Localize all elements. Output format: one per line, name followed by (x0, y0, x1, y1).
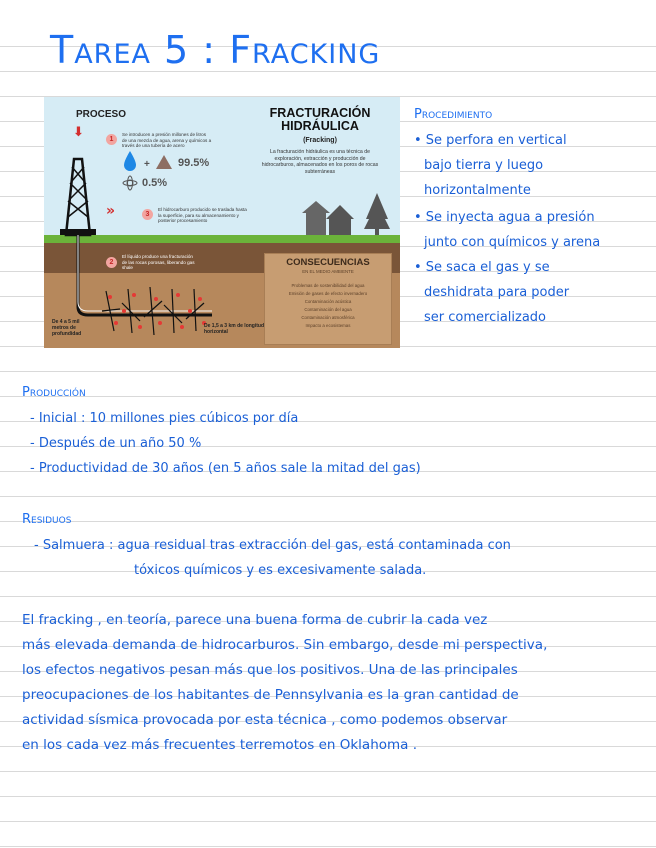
house-icon (302, 201, 354, 235)
conclusion-line: El fracking , en teoría, parece una buena forma de cubrir la cada vez (22, 612, 488, 628)
consequence-item: Impacto a ecosistemas (305, 323, 351, 328)
residuos-heading: Residuos (22, 512, 72, 527)
well-pipe-icon (78, 235, 212, 315)
drilling-rig-icon (60, 159, 96, 235)
procedimiento-line: bajo tierra y luego (424, 158, 544, 173)
procedimiento-line: horizontalmente (424, 183, 531, 198)
conclusion-line: los efectos negativos pesan más que los positivos. Una de las principales (22, 662, 518, 678)
down-arrow-icon: ⬇ (73, 125, 84, 140)
water-percentage: 99.5% (178, 157, 210, 169)
page-title: Tarea 5 : Fracking (50, 28, 381, 72)
double-chevron-icon: » (106, 203, 116, 219)
procedimiento-heading: Procedimiento (414, 107, 493, 122)
step-3-text: El hidrocarburo producido se traslada hasta la superficie, para su almacenamiento y posterior procesamiento (158, 207, 247, 223)
step-3-badge: 3 (142, 209, 153, 220)
consequence-item: Contaminación del agua (304, 307, 352, 312)
chemical-percentage: 0.5% (142, 177, 168, 189)
infographic-description: La fracturación hidráulica es una técnica de exploración, extracción y producción de hidrocarburos, almacenados en los poros de rocas subterráneas (261, 149, 379, 175)
produccion-item: - Después de un año 50 % (30, 436, 202, 451)
residuos-line: tóxicos químicos y es excesivamente salada. (134, 563, 427, 578)
consequence-item: Contaminación atmosférica (301, 315, 355, 320)
procedimiento-line: • Se saca el gas y se (414, 260, 550, 275)
procedimiento-line: • Se inyecta agua a presión (414, 210, 595, 225)
infographic-subtitle: (Fracking) (303, 137, 337, 144)
tree-icon (364, 193, 390, 235)
procedimiento-line: junto con químicos y arena (424, 235, 601, 250)
residuos-line: - Salmuera : agua residual tras extracción del gas, está contaminada con (34, 538, 511, 553)
procedimiento-line: deshidrata para poder (424, 285, 570, 300)
produccion-heading: Producción (22, 385, 86, 400)
infographic-title-line2: HIDRÁULICA (281, 119, 359, 133)
fracking-infographic (44, 97, 400, 348)
svg-text:+: + (144, 159, 150, 170)
step-2-text: El líquido produce una fracturación de las rocas porosas, liberando gas shale (122, 254, 195, 270)
conclusion-line: actividad sísmica provocada por esta técnica , como podemos observar (22, 712, 508, 728)
consequences-title: CONSECUENCIAS (286, 257, 370, 268)
depth-label: De 4 a 5 mil metros de profundidad (52, 319, 82, 337)
conclusion-line: en los cada vez más frecuentes terremotos en Oklahoma . (22, 737, 418, 753)
produccion-item: - Productividad de 30 años (en 5 años sale la mitad del gas) (30, 461, 421, 476)
procedimiento-line: ser comercializado (424, 310, 547, 325)
sand-icon (156, 155, 172, 169)
procedimiento-line: • Se perfora en vertical (414, 133, 567, 148)
chemical-icon (123, 176, 137, 190)
step-1-badge: 1 (106, 134, 117, 145)
proceso-label: PROCESO (76, 109, 127, 120)
conclusion-line: preocupaciones de los habitantes de Pennsylvania es la gran cantidad de (22, 687, 519, 703)
step-1-text: Se introducen a presión millones de litros de una mezcla de agua, arena y químicos a través de una tubería de acero (122, 132, 212, 148)
infographic-title (256, 107, 384, 133)
consequences-subtitle: EN EL MEDIO AMBIENTE (302, 269, 354, 274)
produccion-item: - Inicial : 10 millones pies cúbicos por día (30, 411, 299, 426)
horizontal-length-label: De 1,5 a 3 km de longitud horizontal (204, 323, 265, 335)
water-drop-icon (124, 151, 136, 171)
conclusion-line: más elevada demanda de hidrocarburos. Sin embargo, desde mi perspectiva, (22, 637, 548, 653)
step-2-badge: 2 (106, 257, 117, 268)
consequence-item: Emisión de gases de efecto invernadero (288, 291, 368, 296)
consequence-item: Problemas de sostenibilidad del agua (291, 283, 365, 288)
infographic-title-line1: FRACTURACIÓN (269, 106, 371, 120)
consequence-item: Contaminación acústica (304, 299, 352, 304)
